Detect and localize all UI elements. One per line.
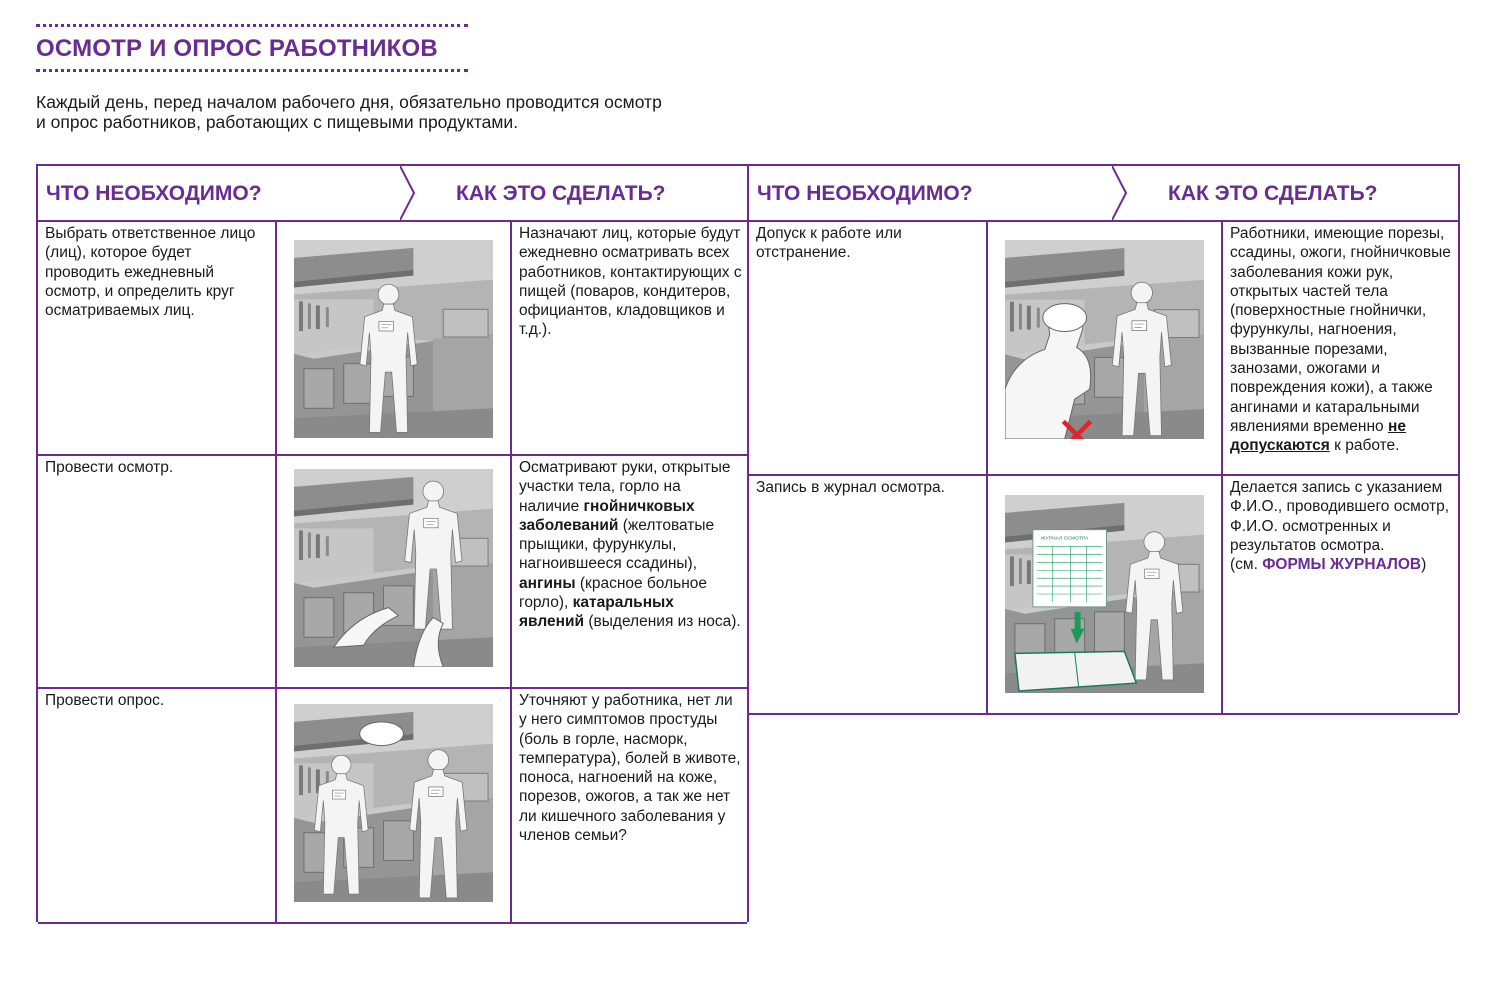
how-text: Делается запись с указанием Ф.И.О., проводившего осмотр, Ф.И.О. осмотренных и результатов осмотра. (см. ФОРМЫ ЖУРНАЛОВ) (1230, 479, 1450, 574)
intro-line-2: и опрос работников, работающих с пищевыми продуктами. (36, 112, 519, 132)
what-text: Провести осмотр. (45, 459, 174, 476)
cell-what (749, 222, 987, 474)
cell-image (986, 476, 1223, 713)
right-table-header (749, 166, 1458, 222)
left-table (36, 164, 749, 922)
header-what: ЧТО НЕОБХОДИМО? (757, 182, 973, 205)
cell-how (1223, 476, 1460, 713)
right-table (747, 164, 1460, 713)
table-row (38, 689, 747, 924)
speech-bubble-icon (360, 722, 404, 746)
kitchen-photo (1005, 240, 1204, 439)
cell-image (275, 456, 512, 687)
what-text: Выбрать ответственное лицо (лиц), которое будет проводить ежедневный осмотр, и определить круг осматриваемых лиц. (45, 225, 256, 320)
kitchen-photo (294, 704, 493, 902)
left-table-header (38, 166, 747, 222)
intro-text (36, 92, 796, 132)
cell-what (749, 476, 987, 713)
page-title-block (36, 24, 468, 72)
svg-text:ЖУРНАЛ ОСМОТРА: ЖУРНАЛ ОСМОТРА (1040, 536, 1089, 542)
table-row (749, 476, 1458, 715)
header-what: ЧТО НЕОБХОДИМО? (46, 182, 262, 205)
journal-forms-link[interactable]: ФОРМЫ ЖУРНАЛОВ (1262, 556, 1422, 574)
cross-icon (1060, 418, 1094, 439)
header-chevron-icon (1112, 166, 1134, 220)
title-dotted-line-bottom (36, 69, 468, 72)
cell-how (512, 456, 749, 687)
cell-what (38, 222, 276, 454)
header-how: КАК ЭТО СДЕЛАТЬ? (1168, 182, 1378, 205)
kitchen-photo (1005, 495, 1204, 693)
how-text: Работники, имеющие порезы, ссадины, ожоги, гнойничковые заболевания кожи рук, открытых частей тела (поверхностные гнойнички, фурункулы, нагноения, вызванные порезами, занозами, ожогами и повреждения кожи), а также ангинами и катаральными явлениями временно не допускаются к работе. (1230, 225, 1451, 455)
how-text: Уточняют у работника, нет ли у него симптомов простуды (боль в горле, насморк, температура), болей в животе, поноса, нагноений на коже, порезов, ожогов, а так же нет ли кишечного заболевания у членов семьи? (519, 692, 741, 845)
cell-how (512, 689, 749, 922)
what-text: Запись в журнал осмотра. (756, 479, 945, 496)
cell-image (986, 222, 1223, 474)
how-text: Осматривают руки, открытые участки тела, горло на наличие гнойничковых заболеваний (желтоватые прыщики, фурункулы, нагноившееся ссадины), ангины (красное больное горло), катаральных явлений (выделения из носа). (519, 459, 741, 631)
cell-what (38, 456, 276, 687)
cell-image (275, 689, 512, 922)
intro-line-1: Каждый день, перед началом рабочего дня, обязательно проводится осмотр (36, 92, 662, 112)
table-row (38, 222, 747, 456)
what-text: Допуск к работе или отстранение. (756, 225, 902, 262)
page-title: ОСМОТР И ОПРОС РАБОТНИКОВ (36, 35, 438, 62)
header-how: КАК ЭТО СДЕЛАТЬ? (456, 182, 666, 205)
table-row (749, 222, 1458, 476)
header-chevron-icon (400, 166, 422, 220)
cell-what (38, 689, 276, 922)
cell-how (512, 222, 749, 454)
table-row (38, 456, 747, 689)
cell-image (275, 222, 512, 454)
kitchen-photo (294, 469, 493, 667)
how-text: Назначают лиц, которые будут ежедневно осматривать всех работников, контактирующих с пищей (поваров, кондитеров, официантов, кладовщиков и т.д.). (519, 225, 742, 339)
cell-how (1223, 222, 1460, 474)
what-text: Провести опрос. (45, 692, 165, 709)
kitchen-photo (294, 240, 493, 438)
